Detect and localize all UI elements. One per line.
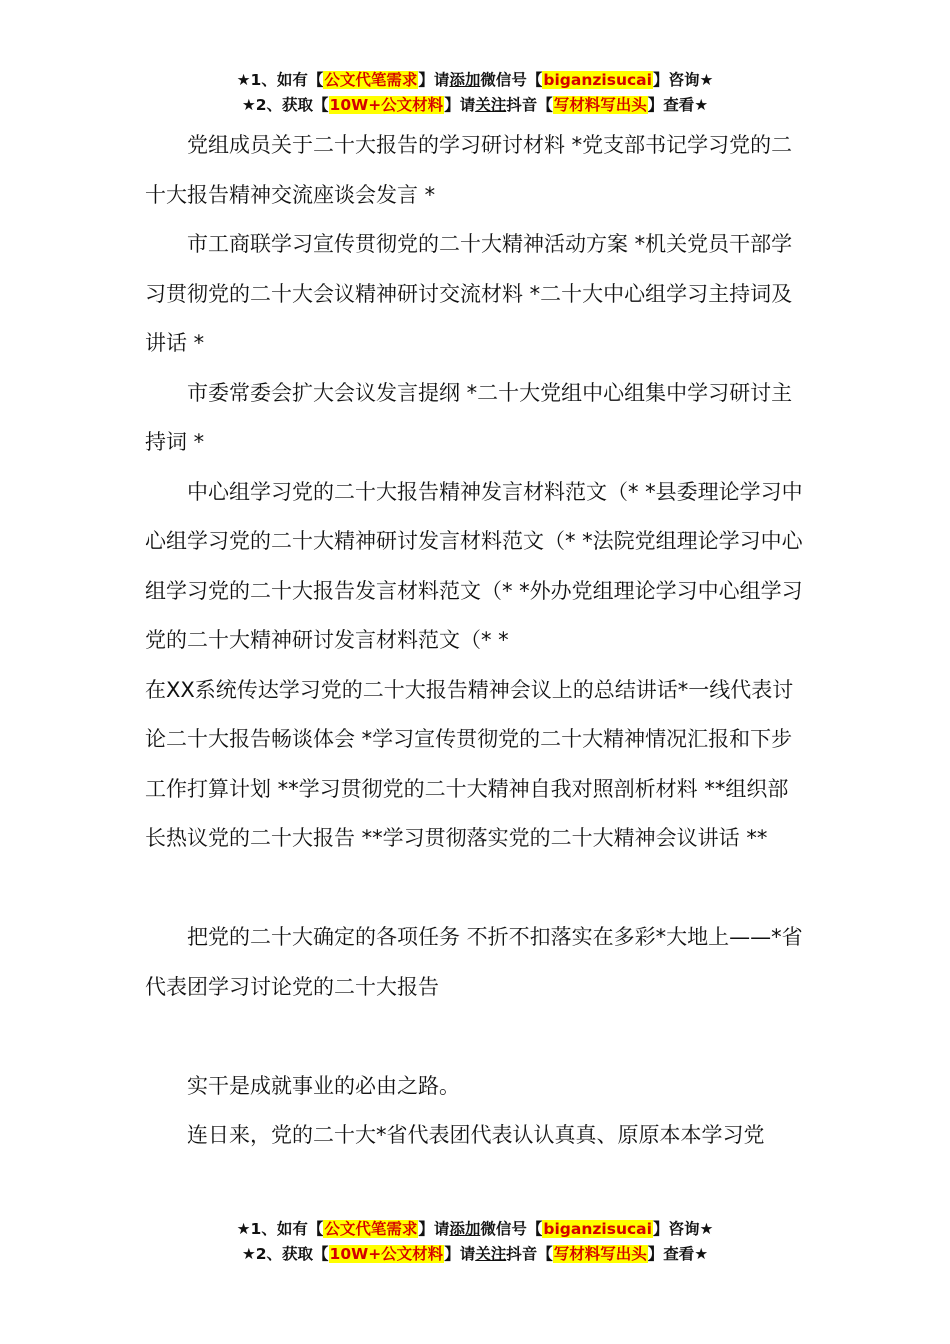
banner-highlight: 公文代笔需求 <box>324 71 418 89</box>
banner-text: 】请 <box>418 71 450 89</box>
banner-text: ★1、如有【 <box>236 71 324 89</box>
banner-text: 抖音【 <box>506 96 553 114</box>
banner-underline: 添加 <box>449 71 481 89</box>
banner-text: 】咨询★ <box>652 1220 714 1238</box>
banner-text: 】查看★ <box>647 96 709 114</box>
paragraph: 连日来，党的二十大*省代表团代表认认真真、原原本本学习党 <box>187 1123 765 1147</box>
banner-text: 微信号【 <box>480 71 543 89</box>
header-banner <box>0 68 950 118</box>
banner-line-2 <box>0 93 950 118</box>
banner-highlight: biganzisucai <box>543 1220 652 1238</box>
paragraph: 市委常委会扩大会议发言提纲 *二十大党组中心组集中学习研讨主持词 * <box>145 380 793 454</box>
banner-underline: 关注 <box>475 96 507 114</box>
banner-highlight: biganzisucai <box>543 71 652 89</box>
banner-text: ★2、获取【 <box>241 96 329 114</box>
article-title: 把党的二十大确定的各项任务 不折不扣落实在多彩*大地上——*省代表团学习讨论党的二十大报告 <box>145 925 803 999</box>
paragraph: 中心组学习党的二十大报告精神发言材料范文（* *县委理论学习中心组学习党的二十大精神研讨发言材料范文（* *法院党组理论学习中心组学习党的二十大报告发言材料范文（* *外办党组理论学习中心组学习党的二十大精神研讨发言材料范文（* * <box>145 479 803 652</box>
banner-highlight: 10W+公文材料 <box>329 1245 444 1263</box>
paragraph: 市工商联学习宣传贯彻党的二十大精神活动方案 *机关党员干部学习贯彻党的二十大会议精神研讨交流材料 *二十大中心组学习主持词及讲话 * <box>145 232 793 355</box>
banner-text: ★1、如有【 <box>236 1220 324 1238</box>
banner-text: 】请 <box>444 1245 476 1263</box>
banner-highlight: 10W+公文材料 <box>329 96 444 114</box>
banner-highlight: 写材料写出头 <box>553 1245 647 1263</box>
banner-text: 】请 <box>444 96 476 114</box>
paragraph: 在XX系统传达学习党的二十大报告精神会议上的总结讲话*一线代表讨论二十大报告畅谈体会 *学习宣传贯彻党的二十大精神情况汇报和下步工作打算计划 **学习贯彻党的二十大精神自我对照剖析材料 **组织部长热议党的二十大报告 **学习贯彻落实党的二十大精神会议讲话 ** <box>145 677 794 850</box>
banner-text: 】查看★ <box>647 1245 709 1263</box>
banner-highlight: 写材料写出头 <box>553 96 647 114</box>
banner-line-1 <box>0 1217 950 1242</box>
spacer <box>145 864 807 914</box>
banner-line-2 <box>0 1242 950 1267</box>
banner-text: 】请 <box>418 1220 450 1238</box>
banner-line-1 <box>0 68 950 93</box>
banner-text: 微信号【 <box>480 1220 543 1238</box>
banner-text: ★2、获取【 <box>241 1245 329 1263</box>
banner-text: 】咨询★ <box>652 71 714 89</box>
paragraph: 党组成员关于二十大报告的学习研讨材料 *党支部书记学习党的二十大报告精神交流座谈会发言 * <box>145 133 793 207</box>
document-body <box>145 121 807 1161</box>
paragraph: 实干是成就事业的必由之路。 <box>187 1073 460 1098</box>
banner-underline: 添加 <box>449 1220 481 1238</box>
banner-text: 抖音【 <box>506 1245 553 1263</box>
banner-highlight: 公文代笔需求 <box>324 1220 418 1238</box>
footer-banner <box>0 1217 950 1267</box>
spacer <box>145 1012 807 1062</box>
banner-underline: 关注 <box>475 1245 507 1263</box>
